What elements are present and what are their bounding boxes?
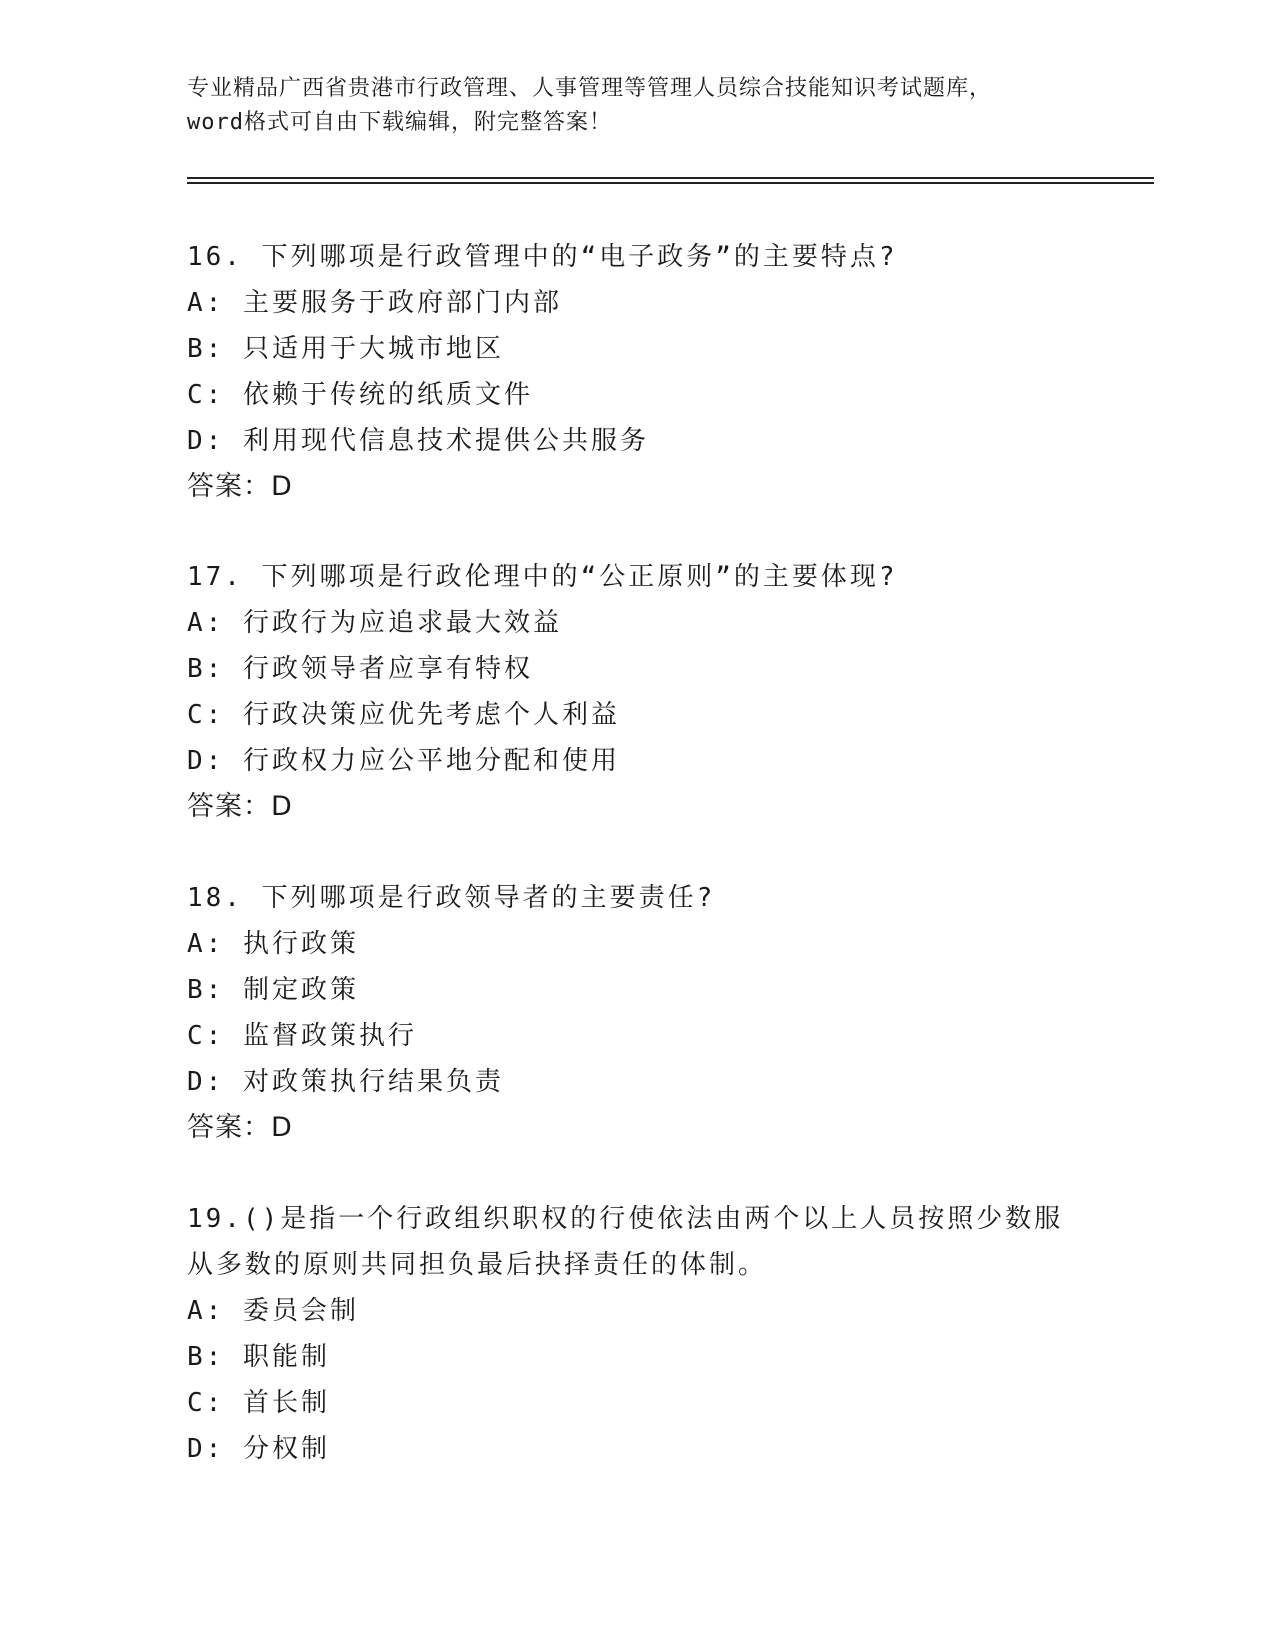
option-a: A: 委员会制 [187,1296,359,1326]
option-d: D: 利用现代信息技术提供公共服务 [187,426,649,456]
question-stem: 16. 下列哪项是行政管理中的“电子政务”的主要特点? [187,242,898,272]
option-a: A: 行政行为应追求最大效益 [187,608,562,638]
option-a: A: 主要服务于政府部门内部 [187,288,562,318]
option-c: C: 依赖于传统的纸质文件 [187,380,533,410]
option-b: B: 行政领导者应享有特权 [187,654,533,684]
header-divider-top [187,177,1154,179]
document-header [187,72,1087,140]
header-divider-bottom [187,182,1154,184]
question-stem: 19.()是指一个行政组织职权的行使依法由两个以上人员按照少数服从多数的原则共同担负最后抉择责任的体制。 [187,1204,1064,1280]
option-a: A: 执行政策 [187,929,359,959]
question-17 [187,554,1087,830]
option-d: D: 分权制 [187,1434,330,1464]
answer: 答案：D [187,471,293,502]
answer: 答案：D [187,791,293,822]
option-c: C: 首长制 [187,1388,330,1418]
option-b: B: 只适用于大城市地区 [187,334,504,364]
header-line-1: 专业精品广西省贵港市行政管理、人事管理等管理人员综合技能知识考试题库， [187,76,993,101]
answer: 答案：D [187,1112,293,1143]
option-d: D: 行政权力应公平地分配和使用 [187,746,620,776]
question-16 [187,234,1087,510]
option-b: B: 职能制 [187,1342,330,1372]
header-line-2: word格式可自由下载编辑，附完整答案！ [187,110,612,135]
question-19 [187,1196,1087,1472]
question-stem: 17. 下列哪项是行政伦理中的“公正原则”的主要体现? [187,562,898,592]
option-d: D: 对政策执行结果负责 [187,1067,504,1097]
option-b: B: 制定政策 [187,975,359,1005]
option-c: C: 行政决策应优先考虑个人利益 [187,700,620,730]
option-c: C: 监督政策执行 [187,1021,417,1051]
question-18 [187,875,1087,1151]
question-stem: 18. 下列哪项是行政领导者的主要责任? [187,883,716,913]
